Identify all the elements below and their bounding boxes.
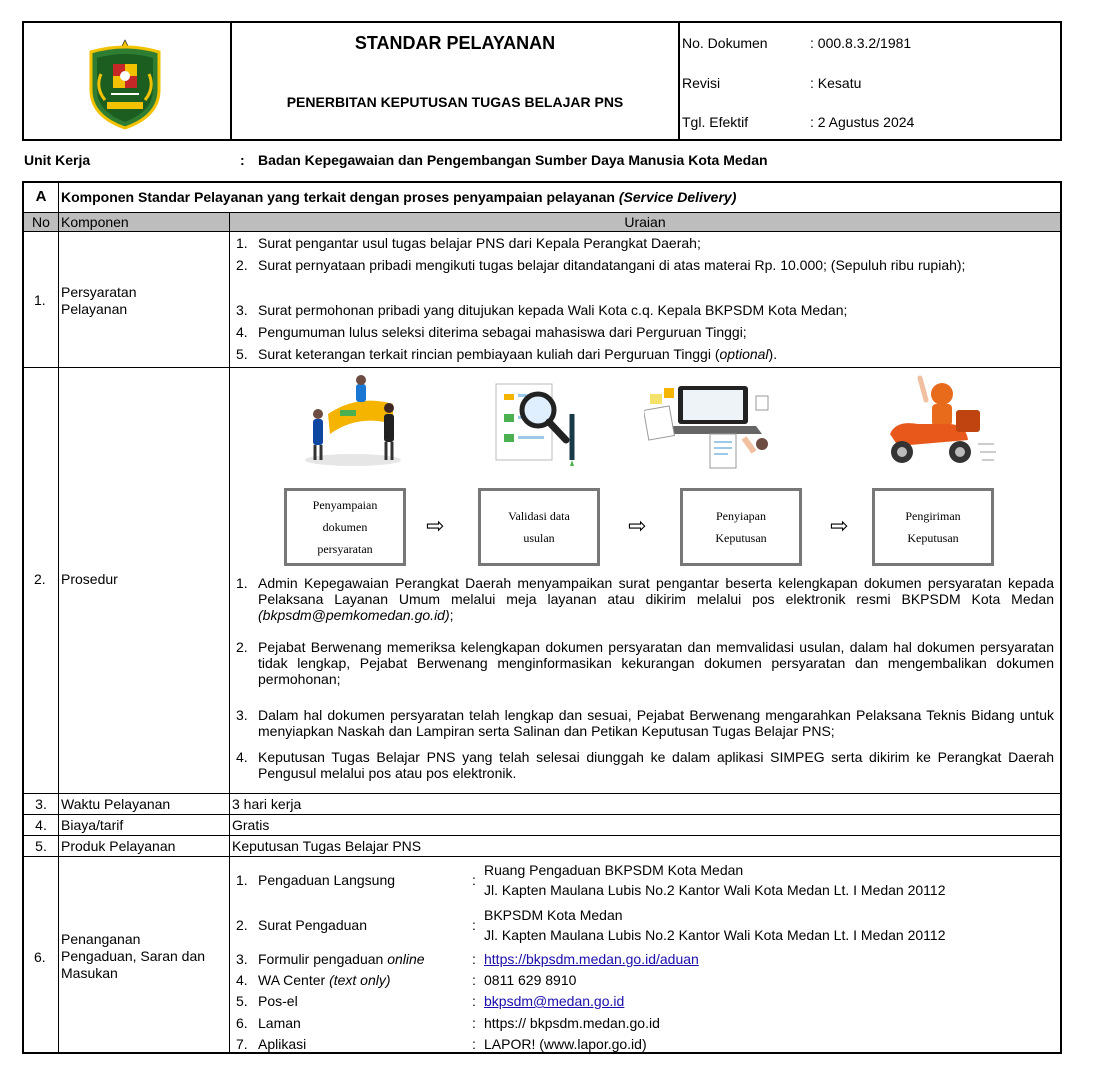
channel-name: Pos-el: [258, 993, 298, 1009]
section-title-text: Komponen Standar Pelayanan yang terkait dengan proses penyampaian pelayanan: [61, 189, 619, 205]
row-number: 5.: [24, 836, 59, 856]
email-link[interactable]: bkpsdm@medan.go.id: [484, 993, 625, 1009]
list-text: [258, 575, 1054, 623]
arrow-right-icon: ⇨: [426, 514, 445, 539]
list-text: Pengumuman lulus seleksi diterima sebagai mahasiswa dari Perguruan Tinggi;: [258, 324, 747, 340]
komponen-cell: [59, 857, 230, 1052]
komponen-cell: [59, 232, 230, 367]
list-text: Dalam hal dokumen persyaratan telah lengkap dan sesuai, Pejabat Berwenang mengarahkan Pelaksana Teknis Bidang untuk menyiapkan Naskah dan Lampiran serta Salinan dan Petikan Keputusan Tugas Belajar PNS;: [258, 707, 1054, 739]
meta-cell: [680, 23, 1060, 139]
komponen-label: Produk Pelayanan: [59, 836, 230, 856]
flow-step-box: [680, 488, 802, 566]
column-header-row: [24, 213, 1060, 232]
list-text-tail: ;: [449, 607, 454, 623]
meta-key: No. Dokumen: [682, 35, 768, 51]
table-row: [24, 836, 1060, 857]
flow-step-label: Penyampaian dokumen persyaratan: [312, 498, 378, 556]
flow-step-label: Validasi data usulan: [508, 509, 570, 545]
flow-step-box: [872, 488, 994, 566]
list-number: 1.: [236, 235, 248, 251]
channel-name: Pengaduan Langsung: [258, 872, 396, 888]
channel-number: 2.: [236, 917, 248, 933]
uraian-cell: [230, 857, 1060, 1052]
list-text: Surat permohonan pribadi yang ditujukan kepada Wali Kota c.q. Kepala BKPSDM Kota Medan;: [258, 302, 848, 318]
meta-value: : 2 Agustus 2024: [810, 114, 915, 130]
meta-key: Revisi: [682, 75, 721, 91]
channel-colon: :: [472, 917, 476, 933]
arrow-right-icon: ⇨: [830, 514, 849, 539]
channel-number: 7.: [236, 1036, 248, 1052]
list-number: 4.: [236, 749, 248, 765]
flow-step-label: Penyiapan Keputusan: [715, 509, 767, 545]
application-text: LAPOR! (www.lapor.go.id): [484, 1036, 647, 1052]
row-number-cell: [24, 232, 59, 367]
list-text: Keputusan Tugas Belajar PNS yang telah selesai diunggah ke dalam aplikasi SIMPEG serta dikirim ke Perangkat Daerah Pengusul melalui pos atau pos elektronik.: [258, 749, 1054, 781]
channel-detail: Jl. Kapten Maulana Lubis No.2 Kantor Wali Kota Medan Lt. I Medan 20112: [484, 882, 946, 898]
table-row: [24, 857, 1060, 1052]
uraian-value: Keputusan Tugas Belajar PNS: [232, 838, 422, 854]
uraian-value: Gratis: [232, 817, 270, 833]
section-title: [59, 183, 1060, 212]
delivery-scooter-illustration-icon: [870, 374, 1000, 474]
document-header: [22, 21, 1062, 141]
flow-step-box: [284, 488, 406, 566]
channel-colon: :: [472, 872, 476, 888]
flow-step-label: Pengiriman Keputusan: [905, 509, 961, 545]
list-number: 3.: [236, 302, 248, 318]
list-number: 4.: [236, 324, 248, 340]
complaint-form-link[interactable]: https://bkpsdm.medan.go.id/aduan: [484, 951, 699, 967]
list-number: 2.: [236, 257, 248, 273]
logo-cell: [24, 23, 232, 139]
table-row: [24, 232, 1060, 368]
channel-name: Aplikasi: [258, 1036, 307, 1052]
flow-step-box: [478, 488, 600, 566]
row-number: 6.: [34, 949, 46, 965]
channel-colon: :: [472, 951, 476, 967]
channel-name-italic: (text only): [329, 972, 391, 988]
meta-value: : Kesatu: [810, 75, 862, 91]
komponen-label: Persyaratan Pelayanan: [61, 284, 137, 317]
row-number: 1.: [34, 292, 46, 308]
list-number: 1.: [236, 575, 248, 591]
row-number-cell: [24, 368, 59, 793]
procedure-step: [236, 707, 1054, 747]
channel-detail: Ruang Pengaduan BKPSDM Kota Medan: [484, 862, 744, 878]
whatsapp-number: 0811 629 8910: [484, 972, 577, 988]
unit-colon: :: [240, 152, 245, 168]
website-text: https:// bkpsdm.medan.go.id: [484, 1015, 660, 1031]
channel-number: 3.: [236, 951, 248, 967]
col-header-uraian: Uraian: [624, 214, 666, 230]
channel-name: Surat Pengaduan: [258, 917, 367, 933]
list-text: Surat pengantar usul tugas belajar PNS dari Kepala Perangkat Daerah;: [258, 235, 701, 251]
channel-detail: Jl. Kapten Maulana Lubis No.2 Kantor Wali Kota Medan Lt. I Medan 20112: [484, 927, 946, 943]
channel-number: 5.: [236, 993, 248, 1009]
channel-name-italic: online: [387, 951, 425, 967]
list-text-italic: (bkpsdm@pemkomedan.go.id): [258, 607, 450, 623]
channel-colon: :: [472, 972, 476, 988]
section-title-italic: (Service Delivery): [618, 189, 737, 205]
channel-colon: :: [472, 1015, 476, 1031]
komponen-label: Prosedur: [61, 571, 118, 587]
channel-name: [258, 972, 391, 989]
channel-colon: :: [472, 993, 476, 1009]
row-number-cell: [24, 857, 59, 1052]
list-text: Pejabat Berwenang memeriksa kelengkapan dokumen persyaratan dan memvalidasi usulan, dalam hal dokumen persyaratan tidak lengkap, Pejabat Berwenang menginformasikan kekurangan dokumen persyaratan dan mengembalikan dokumen permohonan;: [258, 639, 1054, 687]
meta-key: Tgl. Efektif: [682, 114, 749, 130]
list-number: 5.: [236, 346, 248, 362]
section-row: [24, 183, 1060, 213]
channel-name: Laman: [258, 1015, 301, 1031]
channel-colon: :: [472, 1036, 476, 1052]
list-number: 2.: [236, 639, 248, 655]
channel-number: 1.: [236, 872, 248, 888]
arrow-right-icon: ⇨: [628, 514, 647, 539]
col-header-no: No: [24, 213, 59, 231]
list-text: [258, 346, 1054, 362]
list-number: 3.: [236, 707, 248, 723]
channel-number: 4.: [236, 972, 248, 988]
table-row: [24, 794, 1060, 815]
row-number: 4.: [24, 815, 59, 835]
laptop-workspace-illustration-icon: [644, 382, 774, 472]
uraian-cell: [230, 232, 1060, 367]
document-subtitle: PENERBITAN KEPUTUSAN TUGAS BELAJAR PNS: [286, 94, 624, 110]
channel-name: [258, 951, 425, 968]
komponen-label: Penanganan Pengaduan, Saran dan Masukan: [61, 931, 206, 981]
komponen-label: Waktu Pelayanan: [59, 794, 230, 814]
document-magnifier-illustration-icon: [486, 374, 586, 474]
row-number: 3.: [24, 794, 59, 814]
channel-name-text: Formulir pengaduan: [258, 951, 388, 967]
meta-value: : 000.8.3.2/1981: [810, 35, 912, 51]
row-number: 2.: [34, 571, 46, 587]
unit-label: Unit Kerja: [24, 152, 91, 168]
list-text-main: Surat keterangan terkait rincian pembiayaan kuliah dari Perguruan Tinggi (: [258, 346, 720, 362]
uraian-value: 3 hari kerja: [232, 796, 302, 812]
komponen-cell: [59, 368, 230, 793]
list-text-italic: optional: [719, 346, 769, 362]
section-letter: A: [24, 183, 59, 212]
city-emblem-icon: [83, 38, 167, 130]
uraian-cell: [230, 368, 1060, 793]
service-standard-table: [22, 181, 1062, 1054]
channel-name-text: WA Center: [258, 972, 330, 988]
col-header-komponen: Komponen: [59, 213, 230, 231]
list-text-main: Admin Kepegawaian Perangkat Daerah menyampaikan surat pengantar beserta kelengkapan dokumen persyaratan kepada Pelaksana Layanan Umum melalui meja layanan atau dikirim melalui pos elektronik resmi BKPSDM Kota Medan: [258, 575, 1054, 607]
channel-detail: BKPSDM Kota Medan: [484, 907, 623, 923]
channel-number: 6.: [236, 1015, 248, 1031]
table-row: [24, 368, 1060, 794]
list-text: Surat pernyataan pribadi mengikuti tugas belajar ditandatangani di atas materai Rp. 10.000; (Sepuluh ribu rupiah);: [258, 257, 966, 273]
title-cell: [232, 23, 680, 139]
unit-value: Badan Kepegawaian dan Pengembangan Sumber Daya Manusia Kota Medan: [258, 152, 768, 168]
document-title: STANDAR PELAYANAN: [354, 33, 556, 53]
komponen-label: Biaya/tarif: [59, 815, 230, 835]
list-text-tail: ).: [768, 346, 778, 362]
service-desk-illustration-icon: [298, 374, 408, 474]
table-row: [24, 815, 1060, 836]
